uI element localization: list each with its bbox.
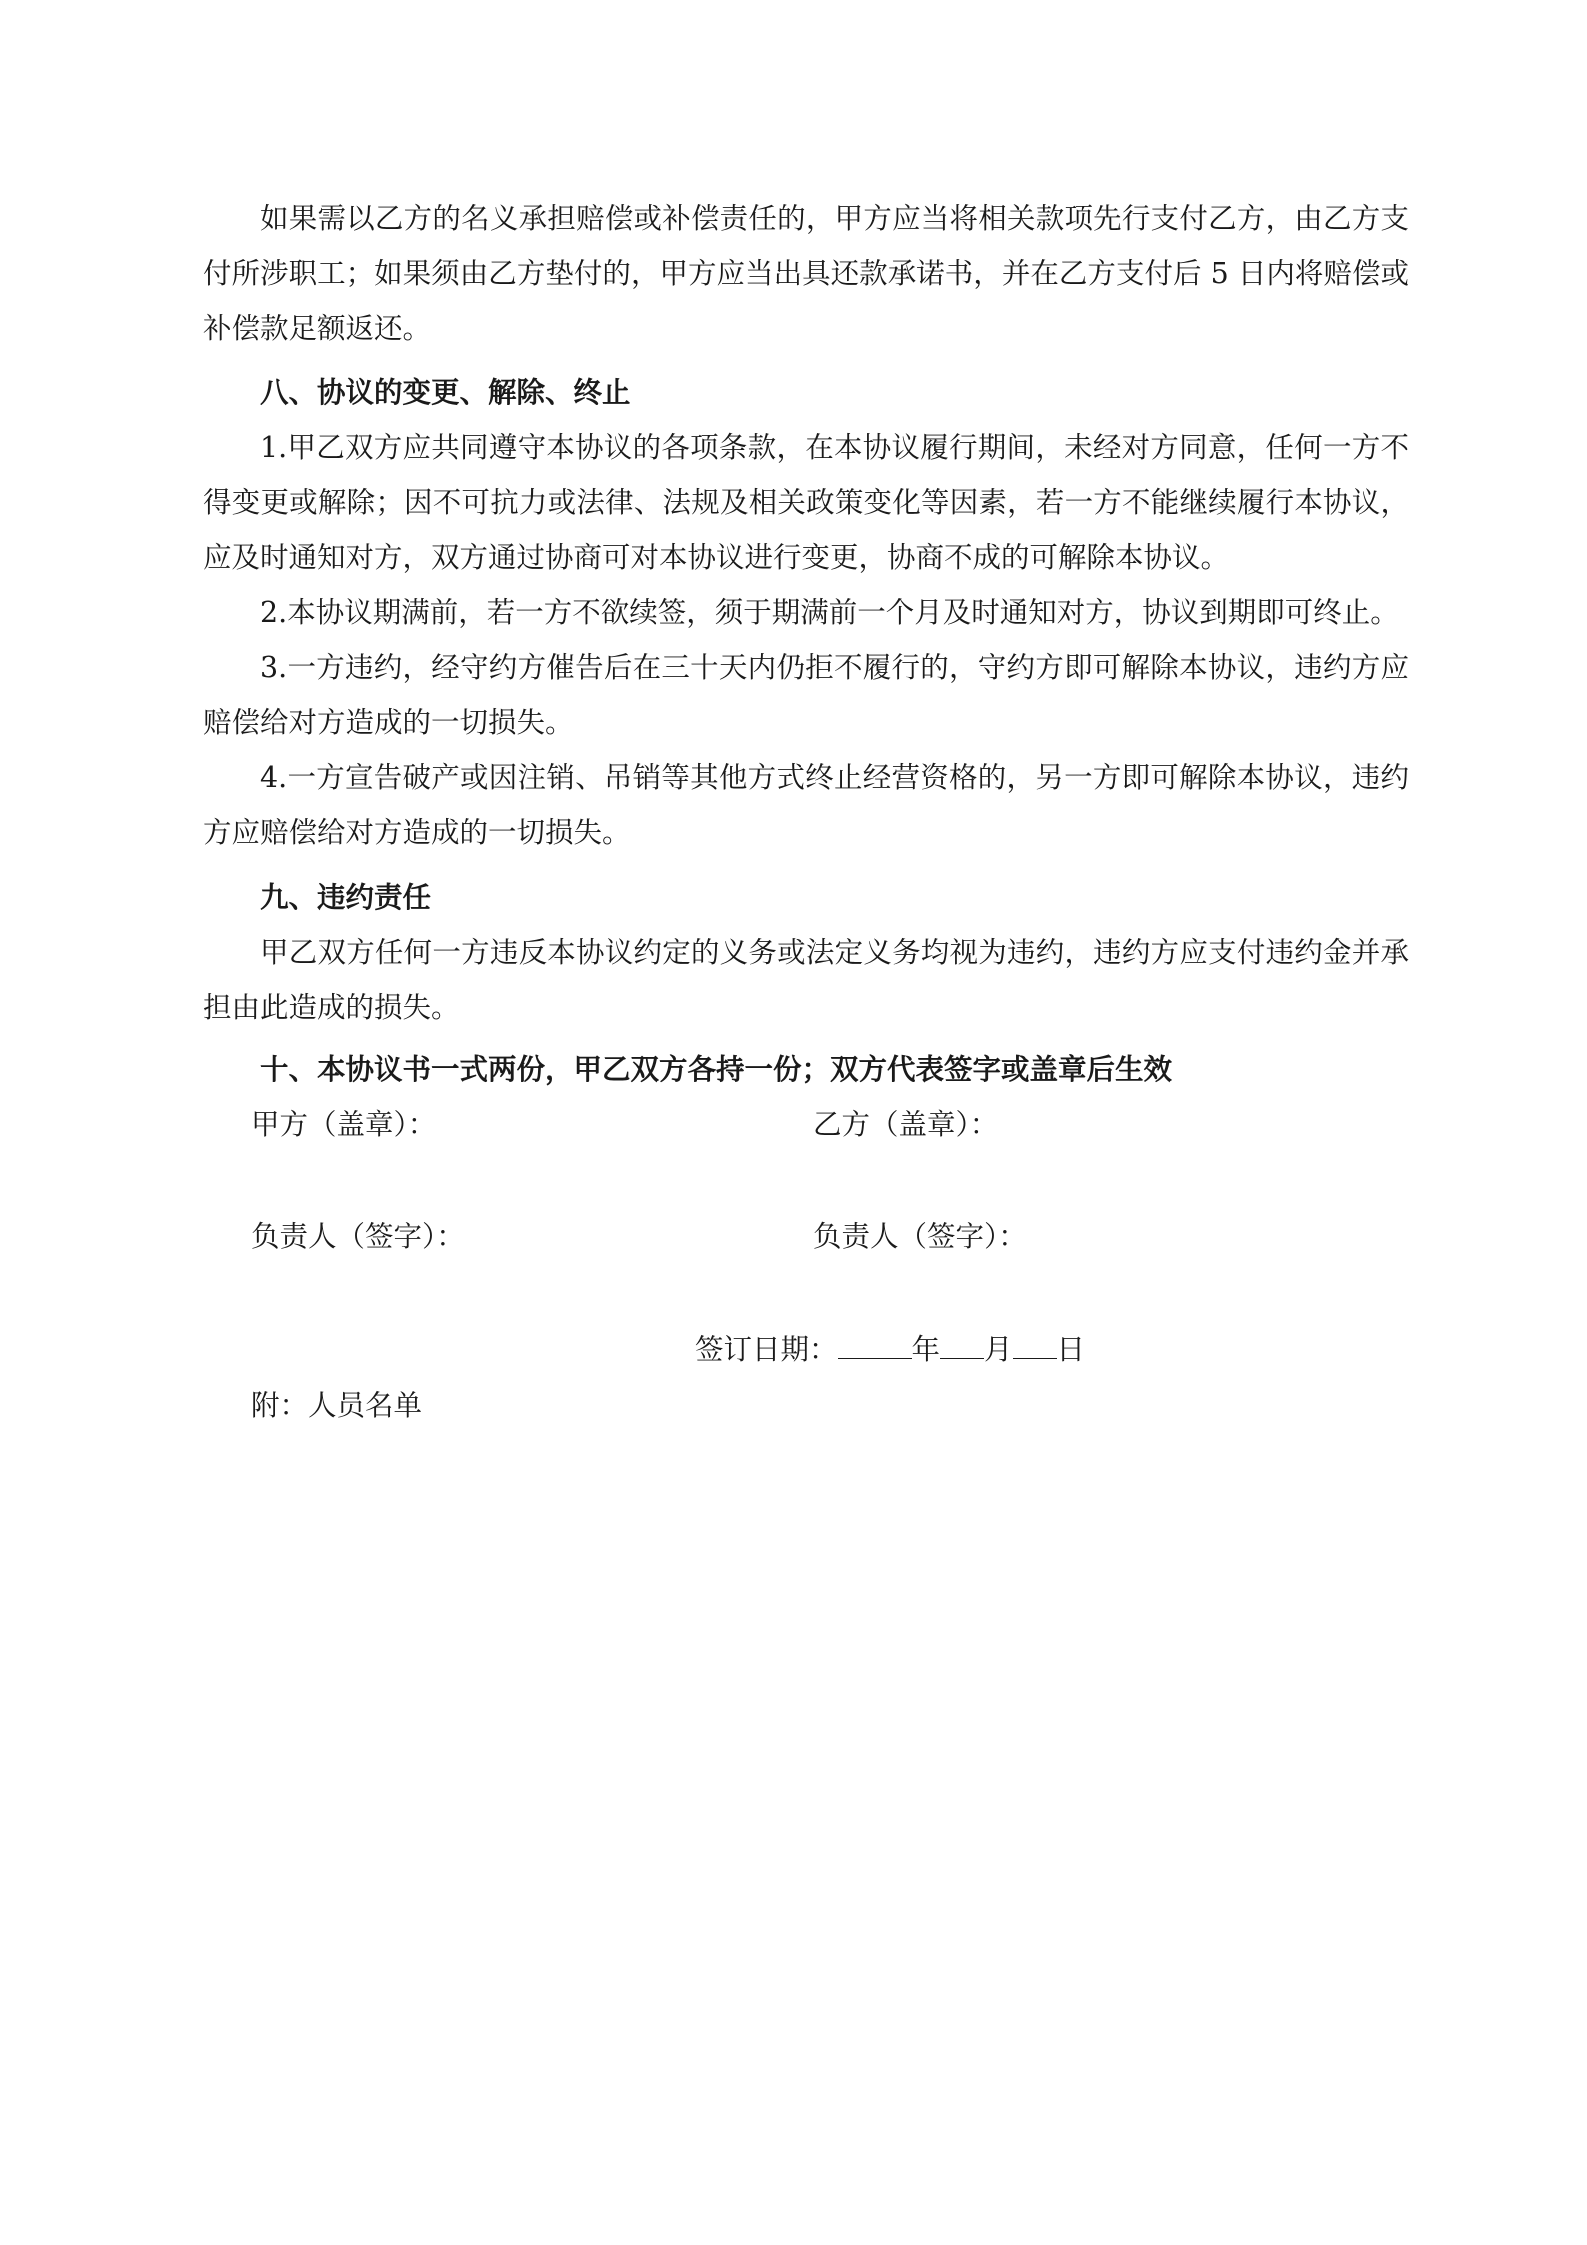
- section-9-text: 甲乙双方任何一方违反本协议约定的义务或法定义务均视为违约，违约方应支付违约金并承担由此造成的损失。: [203, 936, 1409, 1024]
- paragraph-compensation: 如果需以乙方的名义承担赔偿或补偿责任的，甲方应当将相关款项先行支付乙方，由乙方支付所涉职工；如果须由乙方垫付的，甲方应当出具还款承诺书，并在乙方支付后 5 日内将赔偿或补偿款足额返还。: [203, 202, 1409, 345]
- party-a-signer-label: 负责人（签字）：: [251, 1220, 465, 1253]
- section-8-item-1: 1.甲乙双方应共同遵守本协议的各项条款，在本协议履行期间，未经对方同意，任何一方不得变更或解除；因不可抗力或法律、法规及相关政策变化等因素，若一方不能继续履行本协议，应及时通知对方，双方通过协商可对本协议进行变更，协商不成的可解除本协议。: [203, 431, 1409, 574]
- year-blank: [838, 1328, 912, 1359]
- section-8-heading: 八、协议的变更、解除、终止: [260, 375, 631, 409]
- section-8-item-3: 3.一方违约，经守约方催告后在三十天内仍拒不履行的，守约方即可解除本协议，违约方应赔偿给对方造成的一切损失。: [203, 651, 1409, 739]
- signing-date-label: 签订日期：: [695, 1333, 838, 1366]
- party-b-seal-label: 乙方（盖章）：: [813, 1108, 999, 1141]
- section-8-item-4: 4.一方宣告破产或因注销、吊销等其他方式终止经营资格的，另一方即可解除本协议，违约方应赔偿给对方造成的一切损失。: [203, 761, 1409, 849]
- section-8-item-2: 2.本协议期满前，若一方不欲续签，须于期满前一个月及时通知对方，协议到期即可终止。: [260, 596, 1399, 629]
- party-a-seal-label: 甲方（盖章）：: [251, 1108, 437, 1141]
- signing-date: [695, 1322, 1085, 1377]
- attachment-note: 附：人员名单: [251, 1389, 423, 1422]
- party-b-signer-label: 负责人（签字）：: [813, 1220, 1027, 1253]
- day-label: 日: [1056, 1333, 1086, 1366]
- month-blank: [940, 1328, 984, 1359]
- section-10-heading: 十、本协议书一式两份，甲乙双方各持一份；双方代表签字或盖章后生效: [260, 1052, 1173, 1086]
- year-label: 年: [911, 1333, 941, 1366]
- month-label: 月: [984, 1333, 1013, 1366]
- section-9-heading: 九、违约责任: [260, 880, 432, 914]
- day-blank: [1013, 1328, 1057, 1359]
